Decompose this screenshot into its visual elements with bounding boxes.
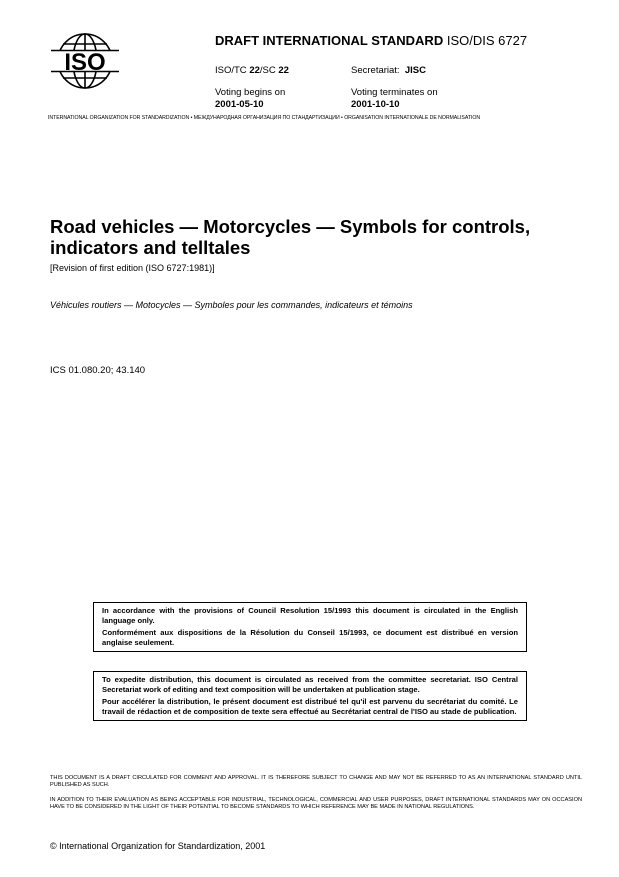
french-title: Véhicules routiers — Motocycles — Symboles pour les commandes, indicateurs et témoins bbox=[50, 300, 413, 310]
document-status-title bbox=[215, 33, 527, 48]
regulatory-disclaimer: IN ADDITION TO THEIR EVALUATION AS BEING ACCEPTABLE FOR INDUSTRIAL, TECHNOLOGICAL, COMMERCIAL AND USER PURPOSES, DRAFT INTERNATIONAL STANDARDS MAY ON OCCASION HAVE TO BE CONSIDERED IN THE LIGHT OF THEIR POTENTIAL TO BECOME STANDARDS TO WHICH REFERENCE MAY BE MADE IN NATIONAL REGULATIONS. bbox=[50, 797, 582, 810]
language-notice-fr: Conformément aux dispositions de la Résolution du Conseil 15/1993, ce document est distribué en version anglaise seulement. bbox=[102, 628, 518, 647]
voting-ends-date-wrap bbox=[351, 99, 400, 110]
committee-prefix: ISO/TC bbox=[215, 65, 247, 76]
copyright-notice: © International Organization for Standardization, 2001 bbox=[50, 841, 266, 851]
ics-codes: ICS 01.080.20; 43.140 bbox=[50, 365, 146, 376]
secretariat-label: Secretariat: bbox=[351, 65, 400, 76]
secretariat bbox=[351, 65, 426, 76]
draft-standard-label: DRAFT INTERNATIONAL STANDARD bbox=[215, 33, 444, 48]
committee-separator: /SC bbox=[259, 65, 276, 76]
language-notice-en: In accordance with the provisions of Council Resolution 15/1993 this document is circulated in the English language only. bbox=[102, 606, 518, 625]
voting-ends-date: 2001-10-10 bbox=[351, 99, 400, 110]
voting-ends-label: Voting terminates on bbox=[351, 87, 438, 98]
organization-names-line: INTERNATIONAL ORGANIZATION FOR STANDARDIZATION • МЕЖДУНАРОДНАЯ ОРГАНИЗАЦИЯ ПО СТАНДАРТИЗАЦИИ • ORGANISATION INTERNATIONALE DE NORMALISATION bbox=[48, 115, 481, 121]
voting-begins-date: 2001-05-10 bbox=[215, 99, 264, 110]
secretariat-value: JISC bbox=[404, 65, 426, 76]
technical-committee-number: 22 bbox=[249, 65, 260, 76]
language-notice-box bbox=[93, 602, 527, 652]
iso-logo bbox=[49, 30, 121, 92]
voting-begins-label: Voting begins on bbox=[215, 87, 286, 98]
subcommittee-number: 22 bbox=[278, 65, 289, 76]
iso-logo-text: ISO bbox=[64, 49, 106, 76]
document-title: Road vehicles — Motorcycles — Symbols for controls, indicators and telltales bbox=[50, 216, 531, 258]
draft-disclaimer: THIS DOCUMENT IS A DRAFT CIRCULATED FOR COMMENT AND APPROVAL. IT IS THEREFORE SUBJECT TO CHANGE AND MAY NOT BE REFERRED TO AS AN INTERNATIONAL STANDARD UNTIL PUBLISHED AS SUCH. bbox=[50, 775, 582, 788]
committee-reference bbox=[215, 65, 289, 76]
revision-note: [Revision of first edition (ISO 6727:1981)] bbox=[50, 263, 215, 273]
voting-begins-date-wrap bbox=[215, 99, 264, 110]
document-number: ISO/DIS 6727 bbox=[446, 33, 528, 48]
distribution-notice-en: To expedite distribution, this document is circulated as received from the committee secretariat. ISO Central Secretariat work of editing and text composition will be undertaken at publication stage. bbox=[102, 675, 518, 694]
distribution-notice-fr: Pour accélérer la distribution, le présent document est distribué tel qu'il est parvenu du secrétariat du comité. Le travail de rédaction et de composition de texte sera effectué au Secrétariat central de l'ISO au stade de publication. bbox=[102, 697, 518, 716]
distribution-notice-box bbox=[93, 671, 527, 721]
